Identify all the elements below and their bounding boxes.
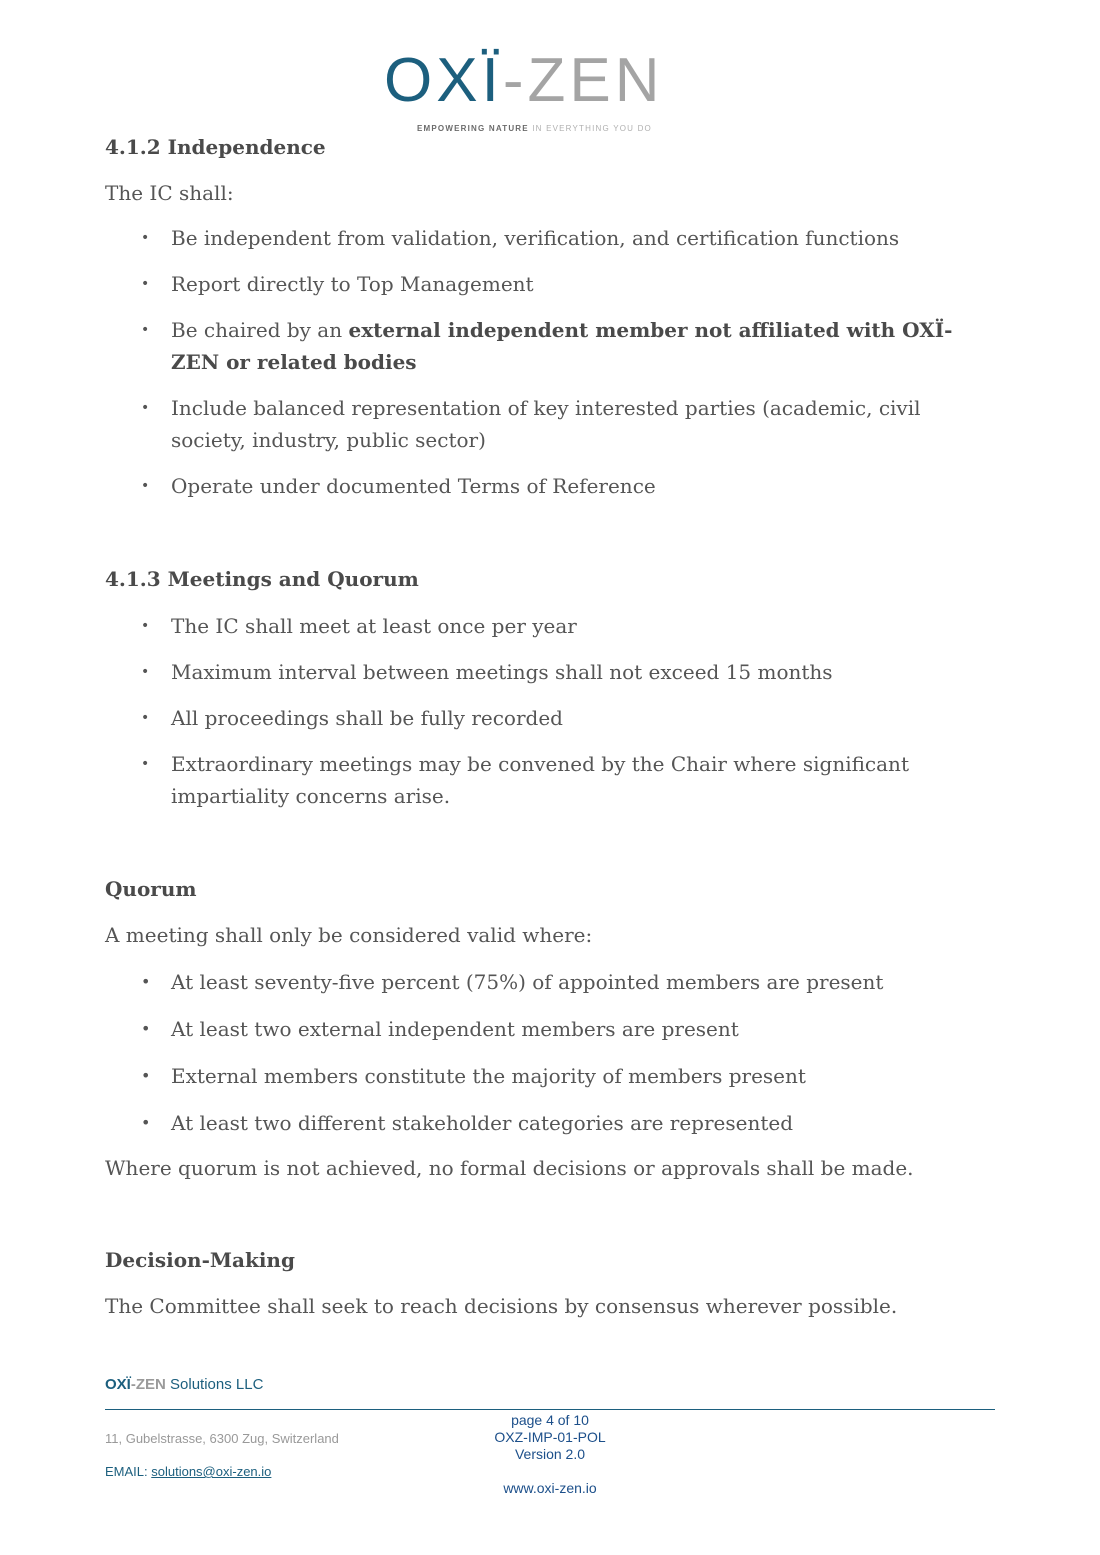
list-item: • Be independent from validation, verification, and certification functions [141,226,900,250]
company-logo [384,46,714,140]
list-item: • All proceedings shall be fully recorded [141,706,563,730]
tagline-light: IN EVERYTHING YOU DO [532,124,652,133]
list-item: • Extraordinary meetings may be convened by the Chair where significant impartiality concerns arise. [141,752,909,808]
page-number: page 4 of 10 [511,1412,589,1428]
bold-text: external independent member not affiliated with OXÏ-ZEN or related bodies [171,318,953,374]
meetings-list [105,610,985,812]
quorum-closing: Where quorum is not achieved, no formal decisions or approvals shall be made. [105,1156,914,1180]
list-item: • Be chaired by an external independent member not affiliated with OXÏ-ZEN or related bodies [141,318,953,374]
list-item: • At least seventy-five percent (75%) of appointed members are present [141,970,884,994]
list-item: • At least two different stakeholder categories are represented [141,1111,794,1135]
footer-email: EMAIL: solutions@oxi-zen.io [105,1464,272,1479]
list-item: • External members constitute the majority of members present [141,1064,806,1088]
logo-wordmark [384,46,664,115]
heading-quorum: Quorum [105,877,197,901]
footer-brand: OXÏ-ZEN Solutions LLC [105,1376,264,1393]
tagline-bold: EMPOWERING NATURE [417,124,529,133]
heading-independence: 4.1.2 Independence [105,135,326,159]
quorum-list [105,966,985,1139]
email-link[interactable]: solutions@oxi-zen.io [151,1464,272,1479]
list-item: • Maximum interval between meetings shall not exceed 15 months [141,660,833,684]
list-item: • The IC shall meet at least once per year [141,614,577,638]
list-item: • At least two external independent members are present [141,1017,739,1041]
page-footer [105,1376,995,1496]
logo-dash: - [502,46,528,115]
list-item: • Include balanced representation of key interested parties (academic, civil society, industry, public sector) [141,396,921,452]
logo-zen: ZEN [527,46,664,115]
list-item: • Operate under documented Terms of Reference [141,474,656,498]
document-id: OXZ-IMP-01-POL [494,1429,606,1445]
footer-page-info [450,1412,650,1463]
heading-decision-making: Decision-Making [105,1248,295,1272]
footer-address: 11, Gubelstrasse, 6300 Zug, Switzerland [105,1431,339,1446]
heading-meetings-quorum: 4.1.3 Meetings and Quorum [105,567,419,591]
footer-divider [105,1409,995,1410]
logo-oxi: OXÏ [384,46,503,115]
independence-list [105,222,985,502]
list-item: • Report directly to Top Management [141,272,534,296]
decision-text: The Committee shall seek to reach decisions by consensus wherever possible. [105,1294,898,1318]
document-body [105,132,985,1321]
footer-website[interactable]: www.oxi-zen.io [503,1480,597,1496]
independence-intro: The IC shall: [105,181,234,205]
quorum-intro: A meeting shall only be considered valid where: [105,923,593,947]
document-version: Version 2.0 [514,1446,586,1462]
